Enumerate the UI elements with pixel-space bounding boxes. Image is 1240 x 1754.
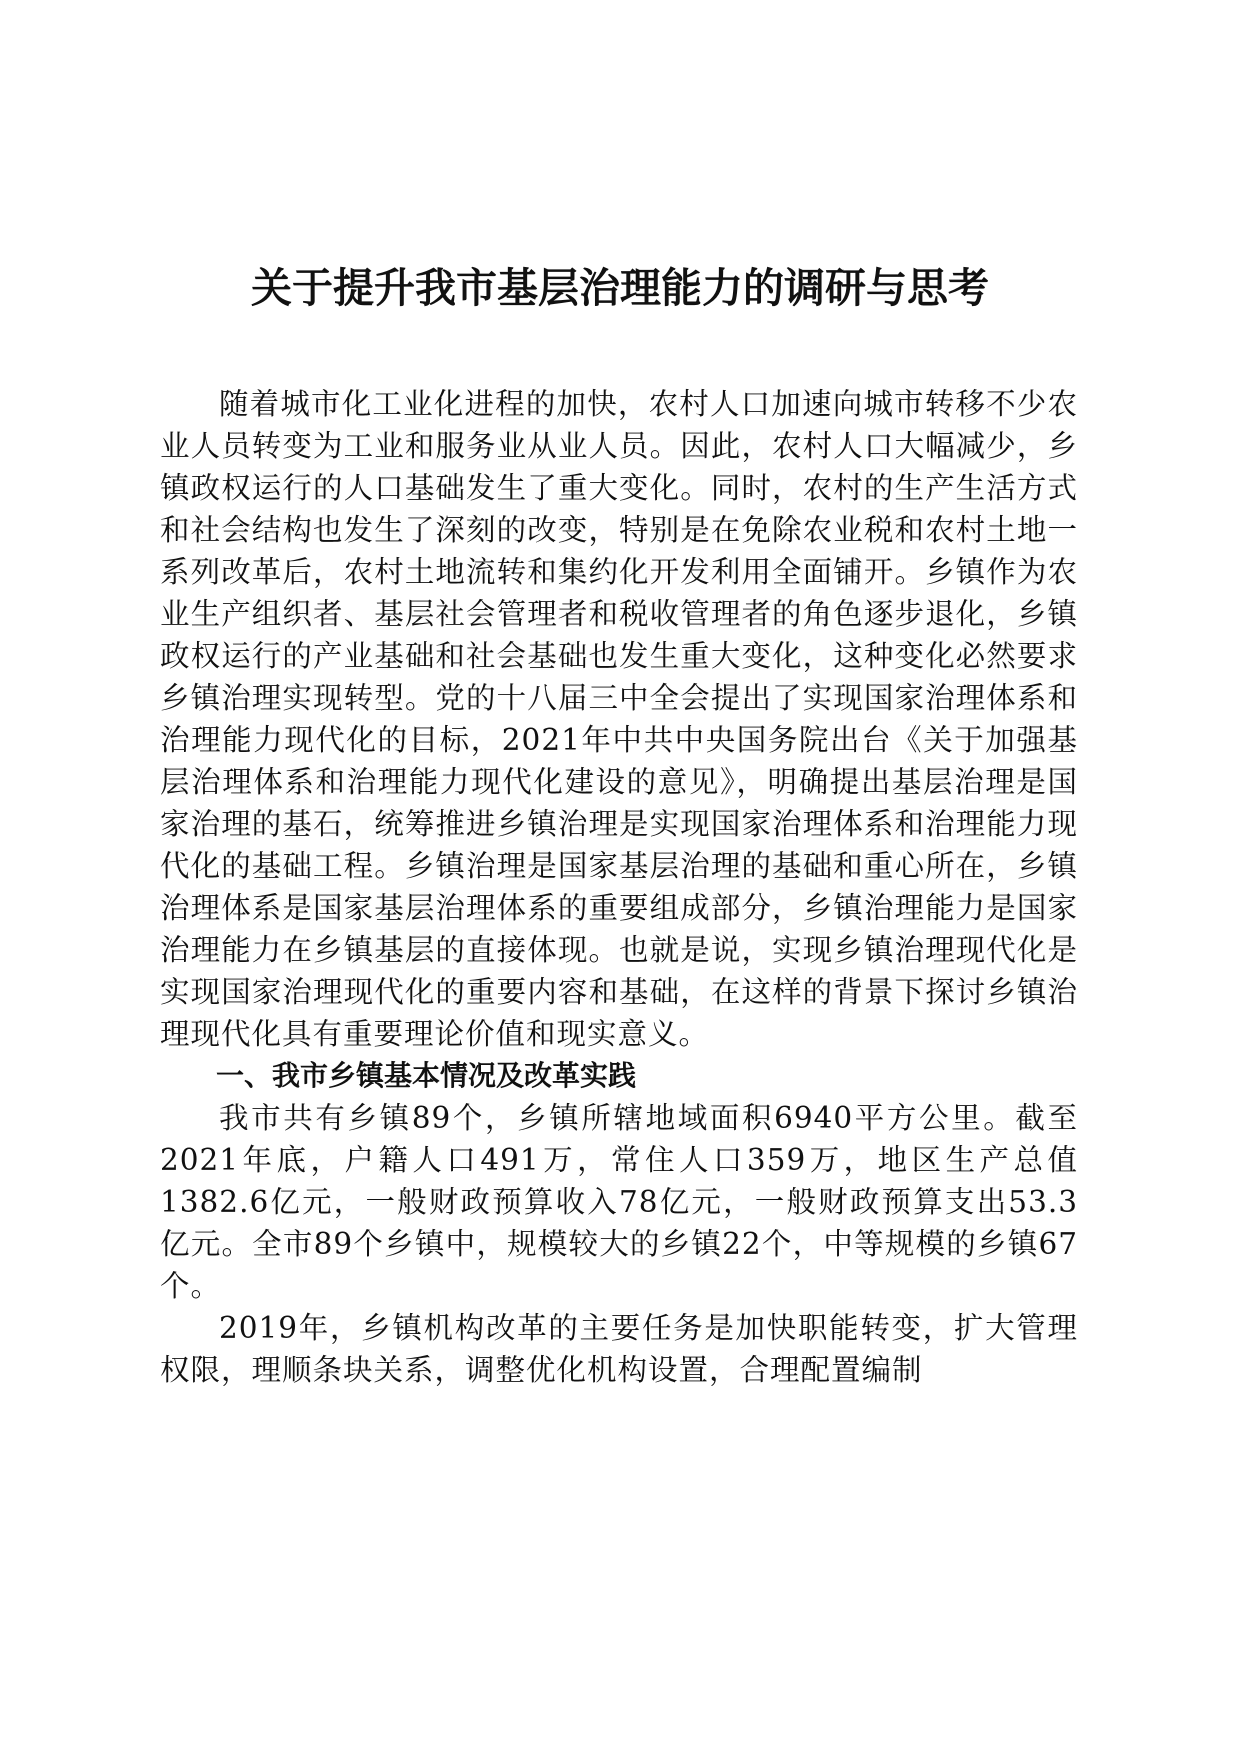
intro-paragraph: 随着城市化工业化进程的加快，农村人口加速向城市转移不少农业人员转变为工业和服务业从业人员。因此，农村人口大幅减少，乡镇政权运行的人口基础发生了重大变化。同时，农村的生产生活方式和社会结构也发生了深刻的改变，特别是在免除农业税和农村土地一系列改革后，农村土地流转和集约化开发利用全面铺开。乡镇作为农业生产组织者、基层社会管理者和税收管理者的角色逐步退化，乡镇政权运行的产业基础和社会基础也发生重大变化，这种变化必然要求乡镇治理实现转型。党的十八届三中全会提出了实现国家治理体系和治理能力现代化的目标，2021年中共中央国务院出台《关于加强基层治理体系和治理能力现代化建设的意见》，明确提出基层治理是国家治理的基石，统筹推进乡镇治理是实现国家治理体系和治理能力现代化的基础工程。乡镇治理是国家基层治理的基础和重心所在，乡镇治理体系是国家基层治理体系的重要组成部分，乡镇治理能力是国家治理能力在乡镇基层的直接体现。也就是说，实现乡镇治理现代化是实现国家治理现代化的重要内容和基础，在这样的背景下探讨乡镇治理现代化具有重要理论价值和现实意义。 [160,387,1078,1051]
section-paragraph: 2019年，乡镇机构改革的主要任务是加快职能转变，扩大管理权限，理顺条块关系，调整优化机构设置，合理配置编制 [160,1311,1078,1387]
section-heading: 一、我市乡镇基本情况及改革实践 [216,1059,637,1092]
document-body [160,383,1078,1391]
document-title: 关于提升我市基层治理能力的调研与思考 [251,264,989,312]
section-paragraph: 我市共有乡镇89个，乡镇所辖地域面积6940平方公里。截至2021年底，户籍人口491万，常住人口359万，地区生产总值1382.6亿元，一般财政预算收入78亿元，一般财政预算支出53.3亿元。全市89个乡镇中，规模较大的乡镇22个，中等规模的乡镇67个。 [160,1101,1078,1303]
